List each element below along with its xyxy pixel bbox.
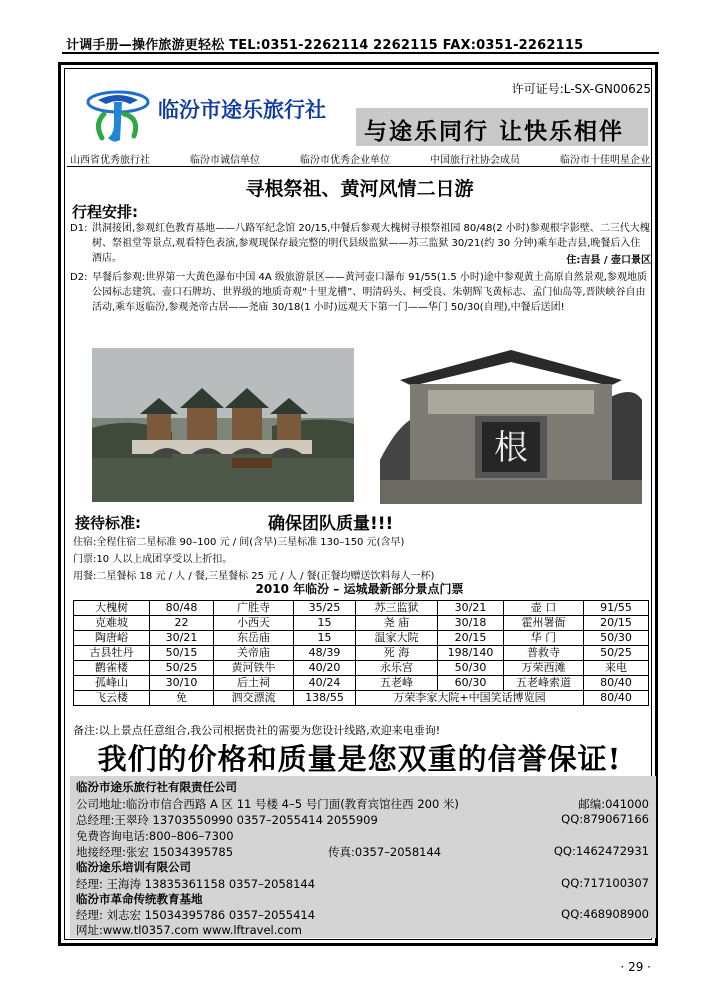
agency-name: 临汾市途乐旅行社 [158, 98, 326, 122]
attraction-name: 关帝庙 [214, 646, 294, 661]
price-row [74, 691, 649, 706]
agency-logo-icon [84, 84, 152, 148]
fax-number: 传真:0357–2058144 [328, 845, 442, 859]
attraction-name: 永乐宫 [356, 661, 438, 676]
page-number: · 29 · [620, 960, 651, 974]
photo-five-pavilion-bridge [92, 348, 354, 502]
ticket-price: 50/25 [584, 646, 649, 661]
ticket-price: 80/48 [150, 601, 214, 616]
attraction-name: 万荣西滩 [504, 661, 584, 676]
ticket-price: 30/10 [150, 676, 214, 691]
ticket-price: 40/20 [294, 661, 356, 676]
price-table-title: 2010 年临汾 – 运城最新部分景点门票 [255, 582, 464, 596]
attraction-name: 小西天 [214, 616, 294, 631]
attraction-name: 东岳庙 [214, 631, 294, 646]
honors-list [70, 151, 650, 166]
reception-heading: 接待标准: [75, 514, 141, 532]
attraction-name: 大槐树 [74, 601, 150, 616]
ticket-price: 来电 [584, 661, 649, 676]
slogan-text: 与途乐同行 让快乐相伴 [364, 118, 625, 145]
attraction-name: 五老峰索道 [504, 676, 584, 691]
training-manager-qq: QQ:717100307 [561, 876, 649, 890]
honor-item: 临汾市优秀企业单位 [300, 155, 390, 166]
free-hotline: 免费咨询电话:800–806–7300 [76, 829, 234, 843]
honor-item: 山西省优秀旅行社 [70, 155, 150, 166]
attraction-name: 黄河铁牛 [214, 661, 294, 676]
lodging-note: 住:吉县 / 壶口景区 [566, 255, 651, 266]
ticket-price: 30/21 [150, 631, 214, 646]
ticket-price: 20/15 [438, 631, 504, 646]
price-row [74, 601, 649, 616]
ticket-price: 50/25 [150, 661, 214, 676]
honor-item: 临汾市诚信单位 [190, 155, 260, 166]
price-row [74, 661, 649, 676]
attraction-name: 普救寺 [504, 646, 584, 661]
general-manager-qq: QQ:879067166 [561, 812, 649, 826]
attraction-name: 尧 庙 [356, 616, 438, 631]
photo-root-gate [380, 340, 642, 504]
attraction-name: 克难坡 [74, 616, 150, 631]
attraction-name: 温家大院 [356, 631, 438, 646]
day-description: 早餐后参观:世界第一大黄色瀑布中国 4A 级旅游景区——黄河壶口瀑布 91/55(1.5 小时)途中参观黄土高原自然景观,参观地质公园标志建筑、壶口石牌坊、世界级的地质奇观“十里龙槽”、明清码头、柯受良、朱朝辉飞黄标志、孟门仙岛等,晋陕峡谷自由活动,乘车返临汾,参观尧帝古居——尧庙 30/18(1 小时)远观天下第一门——华门 50/30(自理),中餐后送团! [92, 272, 647, 313]
quality-guarantee: 确保团队质量!!! [268, 514, 394, 534]
header-divider [62, 52, 659, 54]
company-name-3: 临汾市革命传统教育基地 [76, 892, 203, 906]
postcode: 邮编:041000 [578, 797, 649, 811]
ticket-price: 91/55 [584, 601, 649, 616]
attraction-name: 古县牡丹 [74, 646, 150, 661]
price-row [74, 646, 649, 661]
company-name-2: 临汾途乐培训有限公司 [76, 860, 191, 874]
ticket-price: 198/140 [438, 646, 504, 661]
remark: 备注:以上景点任意组合,我公司根据贵社的需要为您设计线路,欢迎来电垂询! [73, 724, 441, 737]
ticket-price: 22 [150, 616, 214, 631]
ticket-price: 50/30 [438, 661, 504, 676]
ticket-price: 30/21 [438, 601, 504, 616]
company-name-1: 临汾市途乐旅行社有限责任公司 [76, 780, 237, 794]
price-cell: 飞云楼 [74, 691, 150, 706]
ticket-price: 50/15 [150, 646, 214, 661]
tour-title: 寻根祭祖、黄河风情二日游 [245, 178, 474, 200]
ticket-price: 15 [294, 616, 356, 631]
license-number: 许可证号:L-SX-GN00625 [511, 82, 651, 96]
day-description: 洪洞接团,参观红色教育基地——八路军纪念馆 20/15,中餐后参观大槐树寻根祭祖园 80/48(2 小时)参观根字影壁、二三代大槐树、祭祖堂等景点,观看特色表演,参观现保存最完整的明代县级监狱——苏三监狱 30/21(约 30 分钟)乘车赴吉县,晚餐后入住酒店。 [92, 223, 650, 264]
day-label: D1: [70, 223, 88, 234]
attraction-name: 华 门 [504, 631, 584, 646]
ticket-price: 30/18 [438, 616, 504, 631]
price-cell: 万荣李家大院+中国笑话博览园 [356, 691, 584, 706]
price-row [74, 631, 649, 646]
ground-manager: 地接经理:张宏 15034395785 [76, 845, 234, 859]
price-cell: 138/55 [294, 691, 356, 706]
price-row [74, 616, 649, 631]
ticket-price: 15 [294, 631, 356, 646]
price-quality-promise: 我们的价格和质量是您双重的信誉保证! [97, 742, 622, 776]
reception-lodging: 住宿:全程住宿二星标准 90–100 元 / 间(含早)三星标准 130–150 元(含早) [73, 537, 405, 548]
reception-meals: 用餐:二星餐标 18 元 / 人 / 餐,三星餐标 25 元 / 人 / 餐(正餐均赠送饮料每人一杯) [73, 571, 435, 582]
ticket-price: 40/24 [294, 676, 356, 691]
itinerary-day-2 [70, 270, 650, 315]
company-address: 公司地址:临汾市信合西路 A 区 11 号楼 4–5 号门面(教育宾馆往西 200 米) [76, 797, 459, 811]
price-cell: 泗交漂流 [214, 691, 294, 706]
attraction-name: 壶 口 [504, 601, 584, 616]
attraction-name: 死 海 [356, 646, 438, 661]
honor-item: 中国旅行社协会成员 [430, 155, 520, 166]
honors-divider [67, 166, 652, 167]
general-manager: 总经理:王翠玲 13703550990 0357–2055414 2055909 [76, 813, 378, 827]
attraction-name: 后土祠 [214, 676, 294, 691]
website: 网址:www.tl0357.com www.lftravel.com [76, 923, 302, 937]
attraction-name: 苏三监狱 [356, 601, 438, 616]
education-base-manager: 经理: 刘志宏 15034395786 0357–2055414 [76, 908, 316, 922]
training-manager: 经理: 王海涛 13835361158 0357–2058144 [76, 877, 316, 891]
root-character: 根 [494, 428, 528, 468]
ticket-price: 80/40 [584, 676, 649, 691]
ticket-price: 48/39 [294, 646, 356, 661]
attraction-name: 广胜寺 [214, 601, 294, 616]
itinerary-day-1 [70, 221, 650, 266]
honor-item: 临汾市十佳明星企业 [560, 155, 650, 166]
education-base-manager-qq: QQ:468908900 [561, 907, 649, 921]
ticket-price: 50/30 [584, 631, 649, 646]
attraction-name: 霍州署衙 [504, 616, 584, 631]
ticket-price-table [73, 600, 649, 706]
attraction-name: 五老峰 [356, 676, 438, 691]
ground-manager-qq: QQ:1462472931 [553, 844, 649, 858]
price-row [74, 676, 649, 691]
reception-tickets: 门票:10 人以上成团享受以上折扣。 [73, 554, 233, 565]
ticket-price: 60/30 [438, 676, 504, 691]
itinerary-heading: 行程安排: [72, 203, 138, 221]
ticket-price: 35/25 [294, 601, 356, 616]
ticket-price: 20/15 [584, 616, 649, 631]
day-label: D2: [70, 272, 88, 283]
price-cell: 80/40 [584, 691, 649, 706]
attraction-name: 陶唐峪 [74, 631, 150, 646]
attraction-name: 鹳雀楼 [74, 661, 150, 676]
header-contact-line: 计调手册—操作旅游更轻松 TEL:0351-2262114 2262115 FAX:0351-2262115 [66, 38, 584, 53]
attraction-name: 孤峰山 [74, 676, 150, 691]
price-cell: 免 [150, 691, 214, 706]
